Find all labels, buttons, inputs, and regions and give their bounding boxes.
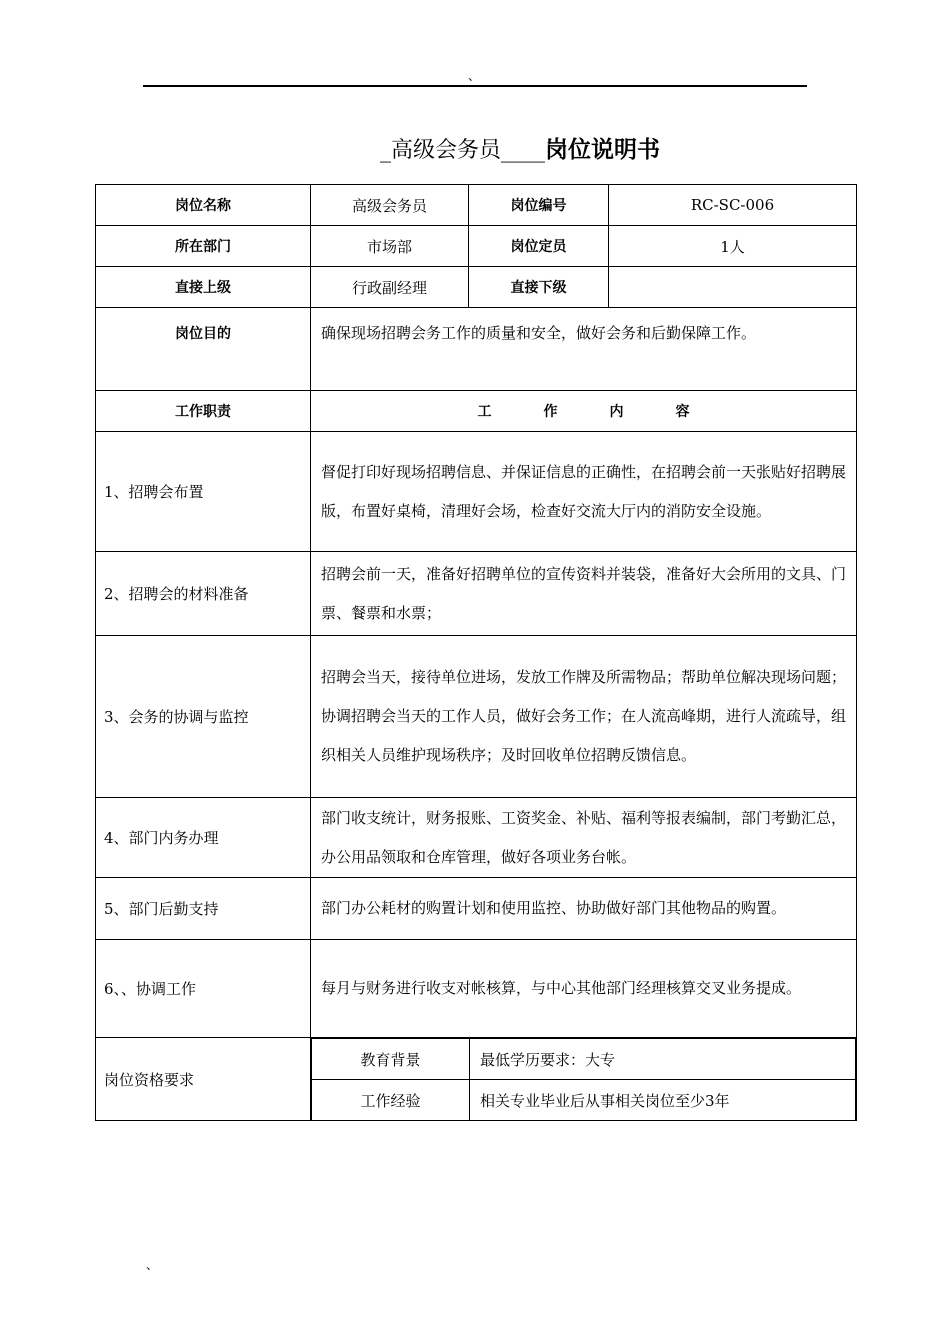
qualification-name: 工作经验 (312, 1080, 470, 1120)
duty-text: 部门收支统计，财务报账、工资奖金、补贴、福利等报表编制，部门考勤汇总，办公用品领取和仓库管理，做好各项业务台帐。 (311, 798, 857, 878)
qualification-row (312, 1039, 856, 1080)
content-heading-char: 内 (609, 404, 624, 420)
duties-label: 工作职责 (96, 391, 311, 432)
subordinate-value (609, 267, 857, 308)
qualification-row (312, 1080, 856, 1120)
duty-title: 5、部门后勤支持 (96, 878, 311, 940)
duty-row (96, 636, 857, 798)
content-heading-char: 容 (675, 404, 690, 420)
purpose-label: 岗位目的 (96, 308, 311, 391)
position-code-label: 岗位编号 (469, 185, 609, 226)
duty-text: 招聘会当天，接待单位进场，发放工作牌及所需物品；帮助单位解决现场问题；协调招聘会当天的工作人员，做好会务工作；在人流高峰期，进行人流疏导，组织相关人员维护现场秩序；及时回收单位招聘反馈信息。 (311, 636, 857, 798)
title-main: 岗位说明书 (545, 137, 661, 163)
duty-title: 2、招聘会的材料准备 (96, 552, 311, 636)
duty-text: 部门办公耗材的购置计划和使用监控、协助做好部门其他物品的购置。 (311, 878, 857, 940)
job-description-table (95, 184, 857, 1121)
position-name-value: 高级会务员 (311, 185, 469, 226)
header-rule (143, 85, 807, 87)
qualifications-label: 岗位资格要求 (96, 1038, 311, 1121)
qualification-value: 相关专业毕业后从事相关岗位至少3年 (470, 1080, 856, 1120)
position-name-label: 岗位名称 (96, 185, 311, 226)
department-value: 市场部 (311, 226, 469, 267)
duty-text: 督促打印好现场招聘信息、并保证信息的正确性，在招聘会前一天张贴好招聘展版，布置好桌椅，清理好会场，检查好交流大厅内的消防安全设施。 (311, 432, 857, 552)
department-label: 所在部门 (96, 226, 311, 267)
qualifications-cell (311, 1038, 857, 1121)
duty-title: 3、会务的协调与监控 (96, 636, 311, 798)
duty-row (96, 878, 857, 940)
duty-row (96, 552, 857, 636)
duty-title: 1、招聘会布置 (96, 432, 311, 552)
duty-title: 6、、协调工作 (96, 940, 311, 1038)
subordinate-label: 直接下级 (469, 267, 609, 308)
headcount-label: 岗位定员 (469, 226, 609, 267)
qualification-name: 教育背景 (312, 1039, 470, 1080)
footer-mark: 、 (146, 1258, 159, 1272)
content-heading-char: 作 (543, 404, 558, 420)
duty-title: 4、部门内务办理 (96, 798, 311, 878)
duty-text: 招聘会前一天，准备好招聘单位的宣传资料并装袋，准备好大会所用的文具、门票、餐票和水票； (311, 552, 857, 636)
duty-row (96, 432, 857, 552)
superior-label: 直接上级 (96, 267, 311, 308)
superior-value: 行政副经理 (311, 267, 469, 308)
duty-row (96, 798, 857, 878)
purpose-text: 确保现场招聘会务工作的质量和安全，做好会务和后勤保障工作。 (311, 308, 857, 391)
position-code-value: RC-SC-006 (609, 185, 857, 226)
title-prefix: _高级会务员____ (380, 138, 546, 163)
duty-text: 每月与财务进行收支对帐核算，与中心其他部门经理核算交叉业务提成。 (311, 940, 857, 1038)
headcount-value: 1人 (609, 226, 857, 267)
duties-content-heading (311, 391, 857, 432)
duty-row (96, 940, 857, 1038)
qualifications-table (311, 1038, 856, 1120)
document-title (380, 134, 660, 167)
content-heading-char: 工 (477, 404, 492, 420)
qualification-value: 最低学历要求：大专 (470, 1039, 856, 1080)
header-mark: 、 (468, 69, 481, 83)
